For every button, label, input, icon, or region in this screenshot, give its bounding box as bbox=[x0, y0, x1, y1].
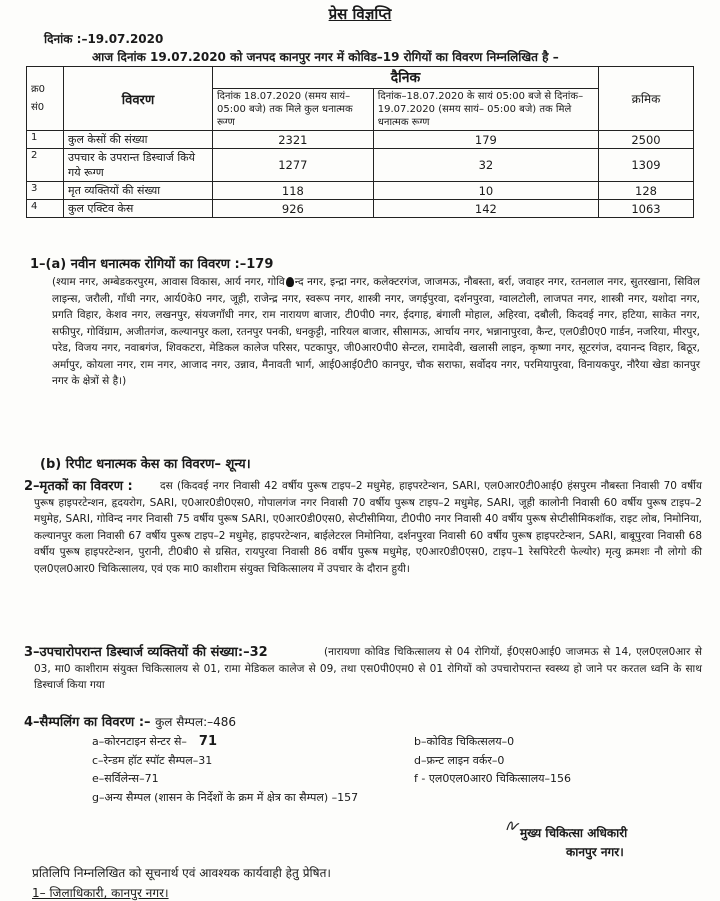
deaths-heading-label: 2–मृतकों का विवरण : bbox=[24, 479, 133, 494]
row-value-cumulative: 926 bbox=[213, 200, 374, 218]
section-sampling-heading bbox=[24, 712, 236, 730]
row-value-cumulative: 1277 bbox=[213, 149, 374, 182]
release-date: दिनांक :–19.07.2020 bbox=[44, 32, 164, 46]
sampling-total: कुल सैम्पल:–486 bbox=[155, 715, 237, 729]
section-repeat-positive-heading: (b) रिपीट धनात्मक केस का विवरण– शून्य। bbox=[40, 457, 251, 472]
copy-to-line: प्रतिलिपि निम्नलिखित को सूचनार्थ एवं आवश्यक कार्यवाही हेतु प्रेषित। bbox=[32, 866, 331, 880]
section-deaths-text: दस (किदवई नगर निवासी 42 वर्षीय पुरूष टाइप–2 मधुमेह, हाइपरटेन्शन, SARI, एल0आर0टी0आई0 हंसपुरम नौबस्ता निवासी 70 वर्षीय पुरूष हाइपरटेन्शन, हृदयरोग, SARI, ए0आर0डी0एस0, गोपालगंज नगर निवासी 70 वर्षीय पुरूष टाइप–2 मधुमेह, SARI, जूही कालोनी निवासी 60 वर्षीय पुरूष टाइप–2 मधुमेह, SARI, गोविन्द नगर निवासी 75 वर्षीय पुरूष SARI, ए0आर0डी0एस0, सेप्टीसीमिया, टी0पी0 नगर निवासी 40 वर्षीय पुरूष सेप्टीसीमिकशॉक, राइट लोब, निमोनिया, कल्यानपुर कला निवासी 67 वर्षीय पुरूष टाइप–2 मधुमेह, हाइपरटेन्शन, बाईलेटरल निमोनिया, दर्शनपुरवा निवासी 60 वर्षीय पुरूष हाइपरटेन्शन, SARI, बाबूपुरवा निवासी 68 वर्षीय पुरूष हाइपरटेन्शन, पुरानी, टी0बी0 से ग्रसित, रायपुरवा निवासी 86 वर्षीय पुरूष मधुमेह, ए0आर0डी0एस0, टाइप–1 रेसपिरेटरी फेल्योर) मृत्यु क्रमशः नौ लोगो की एल0एल0आर0 चिकित्सालय, एवं एक मा0 काशीराम संयुक्त चिकित्सालय में उपचार के दौरान हुयी। bbox=[34, 480, 702, 575]
row-value-kramik: 2500 bbox=[599, 131, 694, 149]
row-sn: 4 bbox=[27, 200, 64, 218]
sample-d: d–फ्रन्ट लाइन वर्कर–0 bbox=[414, 754, 505, 767]
copy-recipient-1 bbox=[32, 884, 169, 901]
col-header-daily: दिनांक–18.07.2020 के सायं 05:00 बजे से दिनांक–19.07.2020 (समय सायं– 05:00 बजे) तक मिले धनात्मक रूग्ण bbox=[373, 89, 598, 131]
signature-place: कानपुर नगर। bbox=[566, 845, 624, 859]
row-value-cumulative: 2321 bbox=[213, 131, 374, 149]
row-value-cumulative: 118 bbox=[213, 182, 374, 200]
intro-line: आज दिनांक 19.07.2020 को जनपद कानपुर नगर में कोविड–19 रोगियों का विवरण निम्नलिखित है – bbox=[92, 50, 559, 64]
row-value-kramik: 1063 bbox=[599, 200, 694, 218]
col-header-cumulative: दिनांक 18.07.2020 (समय सायं– 05:00 बजे) तक मिले कुल धनात्मक रूग्ण bbox=[213, 89, 374, 131]
sample-f: f - एल0एल0आर0 चिकित्सालय–156 bbox=[414, 772, 572, 785]
row-sn: 2 bbox=[27, 149, 64, 182]
col-header-vivaran: विवरण bbox=[64, 67, 213, 131]
row-value-daily: 142 bbox=[373, 200, 598, 218]
table-row bbox=[27, 149, 694, 182]
row-value-kramik: 1309 bbox=[599, 149, 694, 182]
row-sn: 3 bbox=[27, 182, 64, 200]
row-value-daily: 179 bbox=[373, 131, 598, 149]
copy-recipient-1-text: 1– जिलाधिकारी, कानपुर नगर। bbox=[32, 886, 169, 900]
areas-text-part1: (श्याम नगर, अम्बेडकरपुरम, आवास विकास, आर्य नगर, गोवि bbox=[52, 276, 285, 288]
sample-a bbox=[92, 734, 217, 749]
sample-b: b–कोविड चिकित्सलय–0 bbox=[414, 735, 515, 748]
table-row bbox=[27, 200, 694, 218]
col-header-dainik: दैनिक bbox=[213, 67, 599, 89]
row-sn: 1 bbox=[27, 131, 64, 149]
section-discharge-text: (नारायणा कोविड चिकित्सालय से 04 रोगियों, ई0एस0आई0 जाजमऊ से 14, एल0एल0आर से 03, मा0 काशीराम संयुक्त चिकित्सालय से 01, रामा मेडिकल कालेज से 09, तथा एस0पी0एम0 से 01 रोगियों को उपचारोपरान्त स्वस्थ्य हो जाने पर करतल ध्वनि के साथ डिस्चार्ज किया गया bbox=[34, 646, 702, 691]
row-value-kramik: 128 bbox=[599, 182, 694, 200]
row-value-daily: 32 bbox=[373, 149, 598, 182]
table-row bbox=[27, 131, 694, 149]
table-header-row bbox=[27, 67, 694, 89]
row-label: मृत व्यक्तियों की संख्या bbox=[64, 182, 213, 200]
areas-text-part2: न्द नगर, इन्द्रा नगर, कलेक्टरगंज, जाजमऊ, नौबस्ता, बर्रा, जवाहर नगर, रतनलाल नगर, सुतरखाना, सिविल लाइन्स, जरौली, गाँधी नगर, आर्य0के0 नगर, जूही, राजेन्द्र नगर, स्वरूप नगर, शास्त्री नगर, जगईपुरवा, दर्शनपुरवा, ग्वालटोली, लाजपत नगर, शास्त्री नगर, यशोदा नगर, प्रगति विहार, केशव नगर, लखनपुर, संयजगाँधी नगर, राम नारायण बाजार, टी0पी0 नगर, ईदगाह, बंगाली मोहाल, अहिरवा, दबौली, किदवई नगर, हटिया, साकेत नगर, सफीपुर, गोविंग्राम, अजीतगंज, कल्यानपुर कला, रतनपुर पनकी, धनकुट्टी, नारियल बाजार, सीसामऊ, आर्चाय नगर, भन्नानापुरवा, कैन्ट, एल0डी0ए0 गार्डन, नजरिया, मीरपुर, परेड, विजय नगर, नवाबगंज, शिवकटरा, मेडिकल कालेज परिसर, पटकापुर, जी0आर0पी0 सेन्टल, रामादेवी, खलासी लाइन, कृष्णा नगर, सूटरगंज, दयानन्द विहार, बिठूर, अर्मापुर, कोयला नगर, राम नगर, आजाद नगर, उन्नाव, मैनावती भार्ग, आई0आई0टी0 कानपुर, चौक सराफा, सर्वोदय नगर, परमियापुरवा, विनायकपुर, नौरैया खेडा कानपुर नगर के क्षेत्रों से है।) bbox=[52, 276, 700, 387]
section-new-positive-areas bbox=[52, 274, 700, 390]
col-header-sn: क्र0 सं0 bbox=[27, 67, 64, 131]
sample-a-label: a–कोरनटाइन सेन्टर से– bbox=[92, 735, 187, 748]
sample-e: e–सर्विलेन्स–71 bbox=[92, 772, 159, 785]
row-label: उपचार के उपरान्त डिस्चार्ज किये गये रूग्ण bbox=[64, 149, 213, 182]
sample-g: g–अन्य सैम्पल (शासन के निर्देशों के क्रम में क्षेत्र का सैम्पल) –157 bbox=[92, 791, 359, 804]
row-label: कुल एक्टिव केस bbox=[64, 200, 213, 218]
sample-c: c–रेन्डम हॉट स्पॉट सैम्पल–31 bbox=[92, 754, 213, 767]
table-row bbox=[27, 182, 694, 200]
covid-summary-table bbox=[26, 66, 694, 218]
sample-a-value: 71 bbox=[198, 734, 217, 749]
signature-designation: मुख्य चिकित्सा अधिकारी bbox=[520, 826, 628, 840]
section-deaths-heading bbox=[24, 476, 133, 494]
row-label: कुल केसों की संख्या bbox=[64, 131, 213, 149]
ink-blot-mark bbox=[286, 277, 294, 287]
signature-scribble-icon bbox=[506, 818, 520, 832]
row-value-daily: 10 bbox=[373, 182, 598, 200]
section-discharge-heading: 3–उपचारोपरान्त डिस्चार्ज व्यक्तियों की संख्या:–32 bbox=[24, 645, 268, 660]
col-header-kramik: क्रमिक bbox=[599, 67, 694, 131]
section-new-positive-heading: 1–(a) नवीन धनात्मक रोगियों का विवरण :–179 bbox=[30, 257, 274, 272]
sampling-heading-label: 4–सैम्पलिंग का विवरण :– bbox=[24, 715, 151, 730]
page-title: प्रेस विज्ञप्ति bbox=[328, 5, 392, 23]
